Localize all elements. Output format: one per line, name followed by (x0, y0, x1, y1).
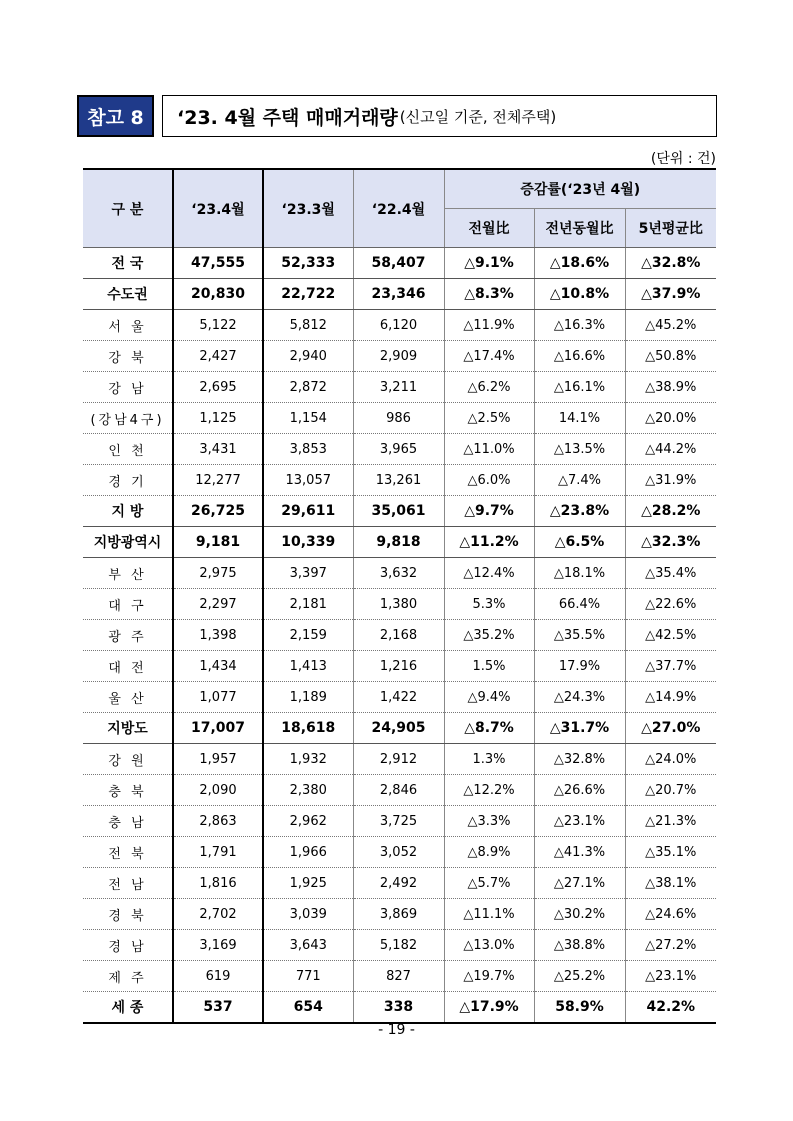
region-cell: 수도권 (83, 279, 173, 310)
title-bar (77, 95, 717, 137)
region-cell: 인 천 (83, 434, 173, 465)
region-cell: 전 국 (83, 248, 173, 279)
prev-month-cell: 1,189 (263, 682, 353, 713)
yoy-change-cell: △32.8% (534, 744, 625, 775)
current-month-cell: 26,725 (173, 496, 263, 527)
table-row (83, 310, 716, 341)
avg5-change-cell: △23.1% (625, 961, 716, 992)
title-box (162, 95, 717, 137)
region-cell: 강 북 (83, 341, 173, 372)
prev-month-cell: 771 (263, 961, 353, 992)
current-month-cell: 1,791 (173, 837, 263, 868)
current-month-cell: 2,090 (173, 775, 263, 806)
region-cell: 강 원 (83, 744, 173, 775)
yoy-change-cell: △6.5% (534, 527, 625, 558)
prev-month-cell: 1,932 (263, 744, 353, 775)
prev-year-cell: 986 (353, 403, 444, 434)
header-prev-year: ‘22.4월 (353, 169, 444, 248)
current-month-cell: 1,957 (173, 744, 263, 775)
region-cell: 경 남 (83, 930, 173, 961)
prev-month-cell: 22,722 (263, 279, 353, 310)
prev-month-cell: 2,962 (263, 806, 353, 837)
table-row (83, 248, 716, 279)
mom-change-cell: △17.9% (444, 992, 534, 1024)
current-month-cell: 1,125 (173, 403, 263, 434)
current-month-cell: 17,007 (173, 713, 263, 744)
yoy-change-cell: △7.4% (534, 465, 625, 496)
current-month-cell: 2,863 (173, 806, 263, 837)
yoy-change-cell: △23.8% (534, 496, 625, 527)
yoy-change-cell: △25.2% (534, 961, 625, 992)
avg5-change-cell: △24.6% (625, 899, 716, 930)
transaction-table (83, 168, 716, 1024)
region-cell: 전 남 (83, 868, 173, 899)
region-cell: 경 기 (83, 465, 173, 496)
region-cell: 충 남 (83, 806, 173, 837)
table-row (83, 279, 716, 310)
table-row (83, 775, 716, 806)
region-cell: 광 주 (83, 620, 173, 651)
yoy-change-cell: △31.7% (534, 713, 625, 744)
page-subtitle: (신고일 기준, 전체주택) (399, 107, 557, 126)
table-row (83, 744, 716, 775)
mom-change-cell: △9.7% (444, 496, 534, 527)
prev-year-cell: 35,061 (353, 496, 444, 527)
current-month-cell: 2,297 (173, 589, 263, 620)
table-row (83, 899, 716, 930)
region-cell: (강남4구) (83, 403, 173, 434)
current-month-cell: 3,431 (173, 434, 263, 465)
mom-change-cell: △19.7% (444, 961, 534, 992)
avg5-change-cell: 42.2% (625, 992, 716, 1024)
current-month-cell: 3,169 (173, 930, 263, 961)
yoy-change-cell: △38.8% (534, 930, 625, 961)
prev-year-cell: 3,052 (353, 837, 444, 868)
region-cell: 강 남 (83, 372, 173, 403)
yoy-change-cell: △18.6% (534, 248, 625, 279)
avg5-change-cell: △24.0% (625, 744, 716, 775)
prev-year-cell: 1,216 (353, 651, 444, 682)
prev-month-cell: 1,154 (263, 403, 353, 434)
prev-year-cell: 3,632 (353, 558, 444, 589)
avg5-change-cell: △21.3% (625, 806, 716, 837)
header-current-month: ‘23.4월 (173, 169, 263, 248)
yoy-change-cell: △26.6% (534, 775, 625, 806)
region-cell: 대 구 (83, 589, 173, 620)
prev-month-cell: 2,940 (263, 341, 353, 372)
yoy-change-cell: △23.1% (534, 806, 625, 837)
prev-month-cell: 1,966 (263, 837, 353, 868)
avg5-change-cell: △42.5% (625, 620, 716, 651)
prev-year-cell: 338 (353, 992, 444, 1024)
avg5-change-cell: △20.7% (625, 775, 716, 806)
region-cell: 경 북 (83, 899, 173, 930)
mom-change-cell: △2.5% (444, 403, 534, 434)
prev-month-cell: 13,057 (263, 465, 353, 496)
mom-change-cell: △12.2% (444, 775, 534, 806)
table-row (83, 992, 716, 1024)
region-cell: 제 주 (83, 961, 173, 992)
prev-year-cell: 23,346 (353, 279, 444, 310)
region-cell: 지방도 (83, 713, 173, 744)
header-yoy: 전년동월比 (534, 209, 625, 248)
table-row (83, 961, 716, 992)
header-prev-month: ‘23.3월 (263, 169, 353, 248)
header-5yr-avg: 5년평균比 (625, 209, 716, 248)
avg5-change-cell: △27.0% (625, 713, 716, 744)
region-cell: 지방광역시 (83, 527, 173, 558)
prev-year-cell: 1,422 (353, 682, 444, 713)
current-month-cell: 2,702 (173, 899, 263, 930)
yoy-change-cell: 14.1% (534, 403, 625, 434)
table-row (83, 465, 716, 496)
avg5-change-cell: △14.9% (625, 682, 716, 713)
mom-change-cell: 5.3% (444, 589, 534, 620)
mom-change-cell: △5.7% (444, 868, 534, 899)
table-row (83, 620, 716, 651)
region-cell: 대 전 (83, 651, 173, 682)
prev-year-cell: 24,905 (353, 713, 444, 744)
table-row (83, 868, 716, 899)
region-cell: 지 방 (83, 496, 173, 527)
region-cell: 충 북 (83, 775, 173, 806)
mom-change-cell: △8.7% (444, 713, 534, 744)
yoy-change-cell: 66.4% (534, 589, 625, 620)
current-month-cell: 1,816 (173, 868, 263, 899)
yoy-change-cell: △10.8% (534, 279, 625, 310)
avg5-change-cell: △44.2% (625, 434, 716, 465)
prev-year-cell: 2,912 (353, 744, 444, 775)
table-row (83, 496, 716, 527)
yoy-change-cell: △35.5% (534, 620, 625, 651)
prev-year-cell: 13,261 (353, 465, 444, 496)
mom-change-cell: △3.3% (444, 806, 534, 837)
mom-change-cell: △8.3% (444, 279, 534, 310)
table-row (83, 682, 716, 713)
prev-year-cell: 5,182 (353, 930, 444, 961)
prev-year-cell: 827 (353, 961, 444, 992)
yoy-change-cell: △30.2% (534, 899, 625, 930)
current-month-cell: 5,122 (173, 310, 263, 341)
current-month-cell: 12,277 (173, 465, 263, 496)
avg5-change-cell: △20.0% (625, 403, 716, 434)
avg5-change-cell: △45.2% (625, 310, 716, 341)
prev-year-cell: 1,380 (353, 589, 444, 620)
table-row (83, 341, 716, 372)
prev-year-cell: 2,909 (353, 341, 444, 372)
avg5-change-cell: △37.7% (625, 651, 716, 682)
yoy-change-cell: △16.6% (534, 341, 625, 372)
mom-change-cell: △6.2% (444, 372, 534, 403)
mom-change-cell: △11.2% (444, 527, 534, 558)
current-month-cell: 1,077 (173, 682, 263, 713)
header-change-group: 증감률(‘23년 4월) (444, 169, 716, 209)
prev-month-cell: 1,413 (263, 651, 353, 682)
mom-change-cell: △11.1% (444, 899, 534, 930)
prev-year-cell: 2,168 (353, 620, 444, 651)
avg5-change-cell: △35.1% (625, 837, 716, 868)
prev-year-cell: 3,965 (353, 434, 444, 465)
table-row (83, 806, 716, 837)
yoy-change-cell: 58.9% (534, 992, 625, 1024)
prev-month-cell: 18,618 (263, 713, 353, 744)
yoy-change-cell: △27.1% (534, 868, 625, 899)
prev-year-cell: 2,846 (353, 775, 444, 806)
prev-year-cell: 3,869 (353, 899, 444, 930)
reference-badge: 참고 8 (77, 95, 154, 137)
region-cell: 전 북 (83, 837, 173, 868)
avg5-change-cell: △27.2% (625, 930, 716, 961)
table-row (83, 651, 716, 682)
table-row (83, 434, 716, 465)
avg5-change-cell: △38.9% (625, 372, 716, 403)
avg5-change-cell: △32.3% (625, 527, 716, 558)
mom-change-cell: △9.4% (444, 682, 534, 713)
current-month-cell: 1,398 (173, 620, 263, 651)
header-mom: 전월比 (444, 209, 534, 248)
yoy-change-cell: △16.1% (534, 372, 625, 403)
prev-year-cell: 58,407 (353, 248, 444, 279)
mom-change-cell: △11.9% (444, 310, 534, 341)
avg5-change-cell: △22.6% (625, 589, 716, 620)
prev-month-cell: 3,039 (263, 899, 353, 930)
table-row (83, 837, 716, 868)
prev-month-cell: 2,380 (263, 775, 353, 806)
avg5-change-cell: △35.4% (625, 558, 716, 589)
yoy-change-cell: 17.9% (534, 651, 625, 682)
mom-change-cell: △17.4% (444, 341, 534, 372)
yoy-change-cell: △24.3% (534, 682, 625, 713)
table-row (83, 930, 716, 961)
header-region: 구 분 (83, 169, 173, 248)
page-number: - 19 - (378, 1022, 415, 1038)
prev-month-cell: 10,339 (263, 527, 353, 558)
avg5-change-cell: △38.1% (625, 868, 716, 899)
prev-month-cell: 5,812 (263, 310, 353, 341)
table-row (83, 558, 716, 589)
mom-change-cell: △11.0% (444, 434, 534, 465)
prev-month-cell: 1,925 (263, 868, 353, 899)
prev-month-cell: 3,643 (263, 930, 353, 961)
mom-change-cell: △13.0% (444, 930, 534, 961)
table-row (83, 403, 716, 434)
avg5-change-cell: △32.8% (625, 248, 716, 279)
prev-month-cell: 2,181 (263, 589, 353, 620)
region-cell: 세 종 (83, 992, 173, 1024)
page-title: ‘23. 4월 주택 매매거래량 (177, 106, 398, 129)
prev-year-cell: 3,725 (353, 806, 444, 837)
prev-year-cell: 6,120 (353, 310, 444, 341)
current-month-cell: 619 (173, 961, 263, 992)
prev-year-cell: 9,818 (353, 527, 444, 558)
avg5-change-cell: △28.2% (625, 496, 716, 527)
current-month-cell: 2,427 (173, 341, 263, 372)
prev-month-cell: 29,611 (263, 496, 353, 527)
yoy-change-cell: △13.5% (534, 434, 625, 465)
avg5-change-cell: △31.9% (625, 465, 716, 496)
prev-month-cell: 2,872 (263, 372, 353, 403)
mom-change-cell: △9.1% (444, 248, 534, 279)
mom-change-cell: △6.0% (444, 465, 534, 496)
unit-label: (단위 : 건) (650, 151, 716, 167)
current-month-cell: 537 (173, 992, 263, 1024)
current-month-cell: 47,555 (173, 248, 263, 279)
avg5-change-cell: △50.8% (625, 341, 716, 372)
prev-year-cell: 2,492 (353, 868, 444, 899)
current-month-cell: 9,181 (173, 527, 263, 558)
table-row (83, 527, 716, 558)
prev-year-cell: 3,211 (353, 372, 444, 403)
region-cell: 서 울 (83, 310, 173, 341)
prev-month-cell: 654 (263, 992, 353, 1024)
region-cell: 울 산 (83, 682, 173, 713)
yoy-change-cell: △18.1% (534, 558, 625, 589)
prev-month-cell: 52,333 (263, 248, 353, 279)
current-month-cell: 2,695 (173, 372, 263, 403)
current-month-cell: 20,830 (173, 279, 263, 310)
table-row (83, 372, 716, 403)
mom-change-cell: 1.5% (444, 651, 534, 682)
mom-change-cell: △12.4% (444, 558, 534, 589)
table-row (83, 589, 716, 620)
current-month-cell: 2,975 (173, 558, 263, 589)
table-row (83, 713, 716, 744)
prev-month-cell: 3,397 (263, 558, 353, 589)
avg5-change-cell: △37.9% (625, 279, 716, 310)
current-month-cell: 1,434 (173, 651, 263, 682)
prev-month-cell: 3,853 (263, 434, 353, 465)
yoy-change-cell: △41.3% (534, 837, 625, 868)
prev-month-cell: 2,159 (263, 620, 353, 651)
region-cell: 부 산 (83, 558, 173, 589)
yoy-change-cell: △16.3% (534, 310, 625, 341)
mom-change-cell: 1.3% (444, 744, 534, 775)
mom-change-cell: △35.2% (444, 620, 534, 651)
mom-change-cell: △8.9% (444, 837, 534, 868)
